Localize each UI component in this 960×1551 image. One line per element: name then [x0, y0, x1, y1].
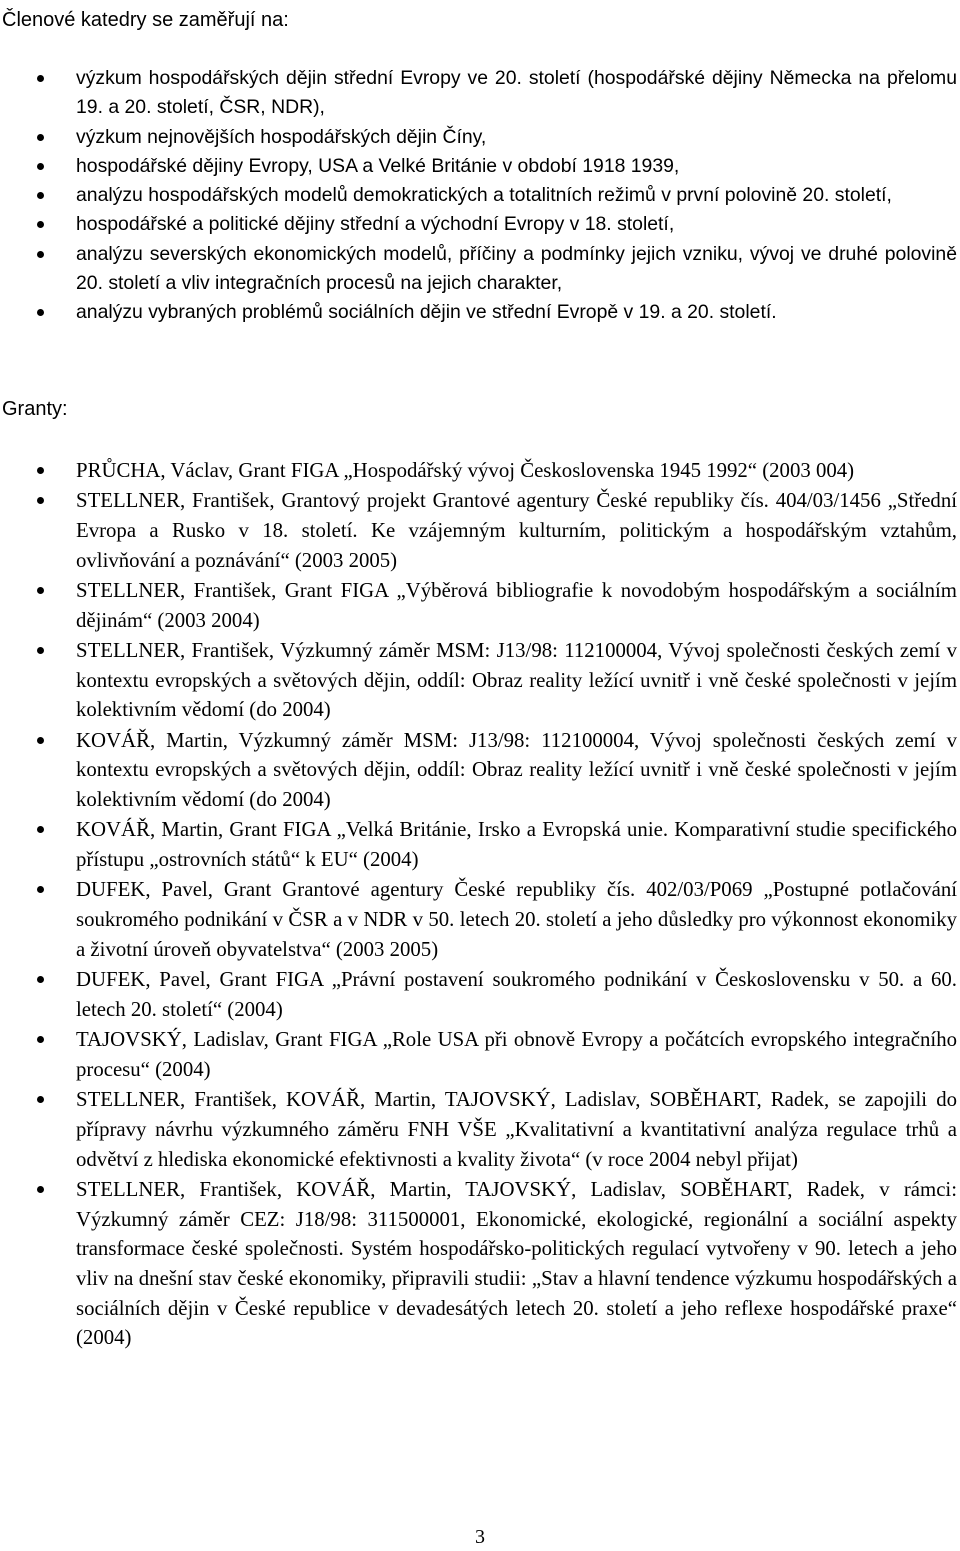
focus-item	[0, 123, 957, 152]
focus-item	[0, 152, 957, 181]
focus-item-text: analýzu severských ekonomických modelů, příčiny a podmínky jejich vzniku, vývoj ve druhé polovině 20. století a vliv integračních procesů na jejich charakter,	[76, 242, 957, 295]
bullet-icon	[37, 1036, 44, 1043]
grant-item-text: STELLNER, František, Grantový projekt Grantové agentury České republiky čís. 404/03/1456 „Střední Evropa a Rusko v 18. století. Ke vzájemným kulturním, politickým a hospodářským vztahům, ovlivňování a poznávání“ (2003 2005)	[76, 489, 957, 572]
bullet-icon	[37, 309, 44, 316]
focus-item	[0, 210, 957, 239]
grant-item	[0, 576, 957, 635]
focus-item	[0, 298, 957, 327]
bullet-icon	[37, 976, 44, 983]
bullet-icon	[37, 251, 44, 258]
bullet-icon	[37, 192, 44, 199]
focus-item	[0, 64, 957, 123]
grant-item-text: TAJOVSKÝ, Ladislav, Grant FIGA „Role USA při obnově Evropy a počátcích evropského integračního procesu“ (2004)	[76, 1028, 957, 1081]
bullet-icon	[37, 497, 44, 504]
bullet-icon	[37, 826, 44, 833]
grant-item	[0, 815, 957, 874]
bullet-icon	[37, 647, 44, 654]
bullet-icon	[37, 134, 44, 141]
focus-item-text: hospodářské a politické dějiny střední a východní Evropy v 18. století,	[76, 213, 675, 236]
grant-item-text: STELLNER, František, Grant FIGA „Výběrová bibliografie k novodobým hospodářským a sociálním dějinám“ (2003 2004)	[76, 579, 957, 632]
bullet-icon	[37, 1186, 44, 1193]
bullet-icon	[37, 1096, 44, 1103]
grant-item-text: DUFEK, Pavel, Grant FIGA „Právní postavení soukromého podnikání v Československu v 50. a 60. letech 20. století“ (2004)	[76, 968, 957, 1021]
bullet-icon	[37, 75, 44, 82]
members-heading: Členové katedry se zaměřují na:	[2, 9, 289, 31]
grant-item-text: KOVÁŘ, Martin, Výzkumný záměr MSM: J13/98: 112100004, Vývoj společnosti českých zemí v kontextu evropských a světových dějin, oddíl: Obraz reality ležící uvnitř i vně české společnosti v jejím kolektivním vědomí (do 2004)	[76, 728, 957, 812]
bullet-icon	[37, 467, 44, 474]
grant-item	[0, 1175, 957, 1353]
grant-item	[0, 456, 957, 486]
focus-item-text: hospodářské dějiny Evropy, USA a Velké Británie v období 1918 1939,	[76, 154, 680, 177]
grant-item-text: STELLNER, František, KOVÁŘ, Martin, TAJOVSKÝ, Ladislav, SOBĚHART, Radek, se zapojili do přípravy návrhu výzkumného záměru FNH VŠE „Kvalitativní a kvantitativní analýza regulace trhů a odvětví z hlediska ekonomické efektivnosti a kvality života“ (v roce 2004 nebyl přijat)	[76, 1088, 957, 1171]
grants-list	[0, 456, 957, 1354]
bullet-icon	[37, 221, 44, 228]
grant-item-text: DUFEK, Pavel, Grant Grantové agentury České republiky čís. 402/03/P069 „Postupné potlačování soukromého podnikání v ČSR a v NDR v 50. letech 20. století a jeho důsledky pro výkonnost ekonomiky a životní úroveň obyvatelstva“ (2003 2005)	[76, 878, 957, 961]
grant-item	[0, 875, 957, 964]
bullet-icon	[37, 587, 44, 594]
grant-item	[0, 636, 957, 725]
grants-heading: Granty:	[2, 398, 68, 420]
focus-item-text: výzkum hospodářských dějin střední Evropy ve 20. století (hospodářské dějiny Německa na přelomu 19. a 20. století, ČSR, NDR),	[76, 67, 957, 119]
grant-item	[0, 1085, 957, 1174]
grant-item-text: PRŮCHA, Václav, Grant FIGA „Hospodářský vývoj Československa 1945 1992“ (2003 004)	[76, 459, 855, 482]
page-number: 3	[475, 1526, 485, 1548]
focus-item	[0, 181, 957, 210]
bullet-icon	[37, 163, 44, 170]
bullet-icon	[37, 886, 44, 893]
grant-item-text: STELLNER, František, Výzkumný záměr MSM: J13/98: 112100004, Vývoj společnosti českých zemí v kontextu evropských a světových dějin, oddíl: Obraz reality ležící uvnitř i vně české společnosti v jejím kolektivním vědomí (do 2004)	[76, 639, 957, 722]
grant-item-text: KOVÁŘ, Martin, Grant FIGA „Velká Británie, Irsko a Evropská unie. Komparativní studie specifického přístupu „ostrovních států“ k EU“ (2004)	[76, 818, 957, 872]
research-focus-list	[0, 64, 957, 328]
bullet-icon	[37, 737, 44, 744]
grant-item	[0, 726, 957, 815]
focus-item-text: analýzu vybraných problémů sociálních dějin ve střední Evropě v 19. a 20. století.	[76, 301, 777, 324]
focus-item-text: výzkum nejnovějších hospodářských dějin Číny,	[76, 125, 487, 148]
grant-item-text: STELLNER, František, KOVÁŘ, Martin, TAJOVSKÝ, Ladislav, SOBĚHART, Radek, v rámci: Výzkumný záměr CEZ: J18/98: 311500001, Ekonomické, ekologické, regionální a sociální aspekty transformace české společnosti. Systém hospodářsko-politických regulací vytvořeny v 90. letech a jeho vliv na dnešní stav české ekonomiky, připravili studii: „Stav a hlavní tendence výzkumu hospodářských a sociálních dějin v České republice v devadesátých letech 20. století a jeho reflexe hospodářské praxe“ (2004)	[76, 1177, 957, 1350]
focus-item	[0, 240, 957, 299]
focus-item-text: analýzu hospodářských modelů demokratických a totalitních režimů v první polovině 20. století,	[76, 184, 892, 207]
grant-item	[0, 486, 957, 575]
grant-item	[0, 1025, 957, 1084]
grant-item	[0, 965, 957, 1024]
